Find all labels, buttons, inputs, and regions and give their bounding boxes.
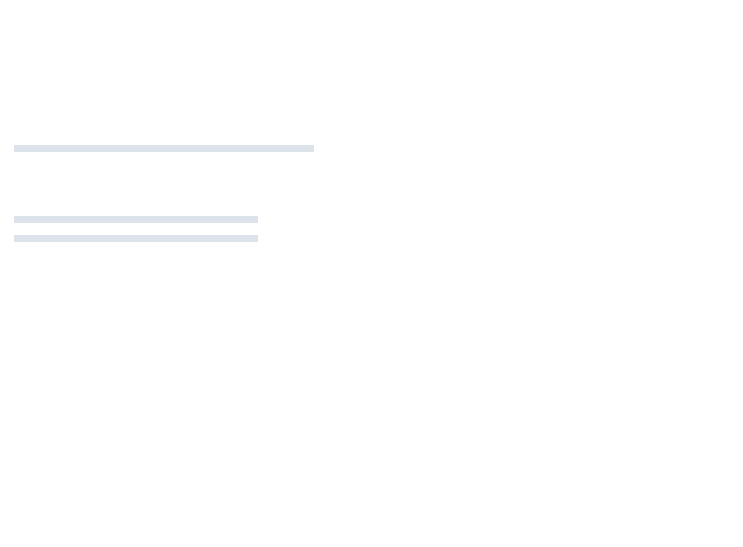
prijmy-header-bar	[14, 216, 258, 223]
platby-header-bar	[14, 235, 258, 242]
souv-header-bar	[14, 145, 314, 152]
